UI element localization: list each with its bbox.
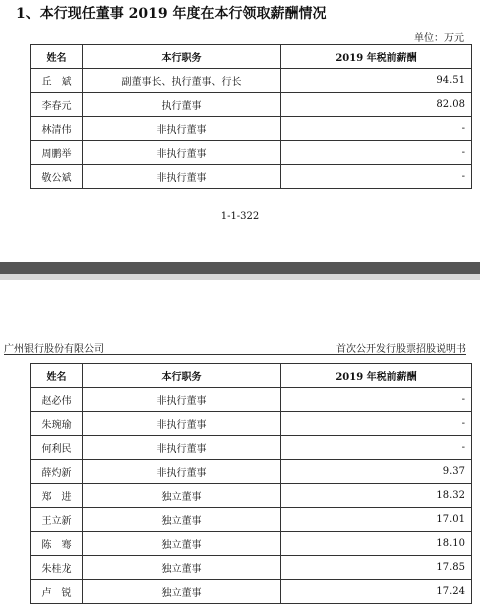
cell-name: 朱琬瑜 [31, 412, 83, 436]
column-header-name: 姓名 [31, 364, 83, 388]
cell-role: 非执行董事 [83, 388, 281, 412]
cell-role: 副董事长、执行董事、行长 [83, 69, 281, 93]
page-header-document: 首次公开发行股票招股说明书 [336, 344, 466, 355]
table-row [31, 117, 472, 141]
cell-role: 独立董事 [83, 556, 281, 580]
table-row [31, 508, 472, 532]
cell-name: 朱桂龙 [31, 556, 83, 580]
cell-name: 赵必伟 [31, 388, 83, 412]
cell-name: 丘 斌 [31, 69, 83, 93]
cell-role: 非执行董事 [83, 117, 281, 141]
table-row [31, 69, 472, 93]
column-header-pay: 2019 年税前薪酬 [281, 364, 472, 388]
cell-pay: - [281, 412, 472, 436]
cell-name: 卢 锐 [31, 580, 83, 604]
cell-name: 李春元 [31, 93, 83, 117]
cell-name: 林清伟 [31, 117, 83, 141]
table-header-row [31, 364, 472, 388]
cell-name: 王立新 [31, 508, 83, 532]
cell-pay: 17.01 [281, 508, 472, 532]
cell-pay: 17.85 [281, 556, 472, 580]
section-title: 1、本行现任董事 2019 年度在本行领取薪酬情况 [16, 6, 327, 22]
header-divider [4, 354, 466, 355]
cell-role: 非执行董事 [83, 165, 281, 189]
compensation-table-1 [30, 44, 472, 189]
page-number: 1-1-322 [220, 211, 260, 222]
cell-name: 何利民 [31, 436, 83, 460]
table-header-row [31, 45, 472, 69]
table-row [31, 141, 472, 165]
table-row [31, 532, 472, 556]
table-row [31, 460, 472, 484]
column-header-role: 本行职务 [83, 364, 281, 388]
cell-pay: - [281, 117, 472, 141]
table-row [31, 93, 472, 117]
cell-role: 非执行董事 [83, 412, 281, 436]
table-row [31, 436, 472, 460]
unit-label: 单位：万元 [414, 33, 464, 44]
compensation-table-2 [30, 363, 472, 604]
page-header-company: 广州银行股份有限公司 [4, 344, 104, 355]
cell-pay: 18.32 [281, 484, 472, 508]
cell-pay: 9.37 [281, 460, 472, 484]
cell-role: 执行董事 [83, 93, 281, 117]
cell-pay: 94.51 [281, 69, 472, 93]
cell-name: 薛灼新 [31, 460, 83, 484]
cell-role: 非执行董事 [83, 141, 281, 165]
cell-pay: - [281, 141, 472, 165]
cell-name: 陈 骞 [31, 532, 83, 556]
cell-name: 郑 进 [31, 484, 83, 508]
table-row [31, 556, 472, 580]
table-row [31, 165, 472, 189]
cell-name: 敬公斌 [31, 165, 83, 189]
cell-role: 独立董事 [83, 484, 281, 508]
column-header-role: 本行职务 [83, 45, 281, 69]
cell-name: 周鹏举 [31, 141, 83, 165]
column-header-name: 姓名 [31, 45, 83, 69]
table-row [31, 388, 472, 412]
cell-role: 独立董事 [83, 532, 281, 556]
column-header-pay: 2019 年税前薪酬 [281, 45, 472, 69]
cell-pay: 18.10 [281, 532, 472, 556]
page-separator [0, 262, 480, 274]
table-row [31, 580, 472, 604]
cell-role: 独立董事 [83, 580, 281, 604]
cell-role: 非执行董事 [83, 460, 281, 484]
cell-pay: 17.24 [281, 580, 472, 604]
cell-role: 独立董事 [83, 508, 281, 532]
cell-pay: - [281, 436, 472, 460]
cell-pay: - [281, 388, 472, 412]
table-row [31, 484, 472, 508]
cell-pay: - [281, 165, 472, 189]
cell-role: 非执行董事 [83, 436, 281, 460]
table-row [31, 412, 472, 436]
cell-pay: 82.08 [281, 93, 472, 117]
